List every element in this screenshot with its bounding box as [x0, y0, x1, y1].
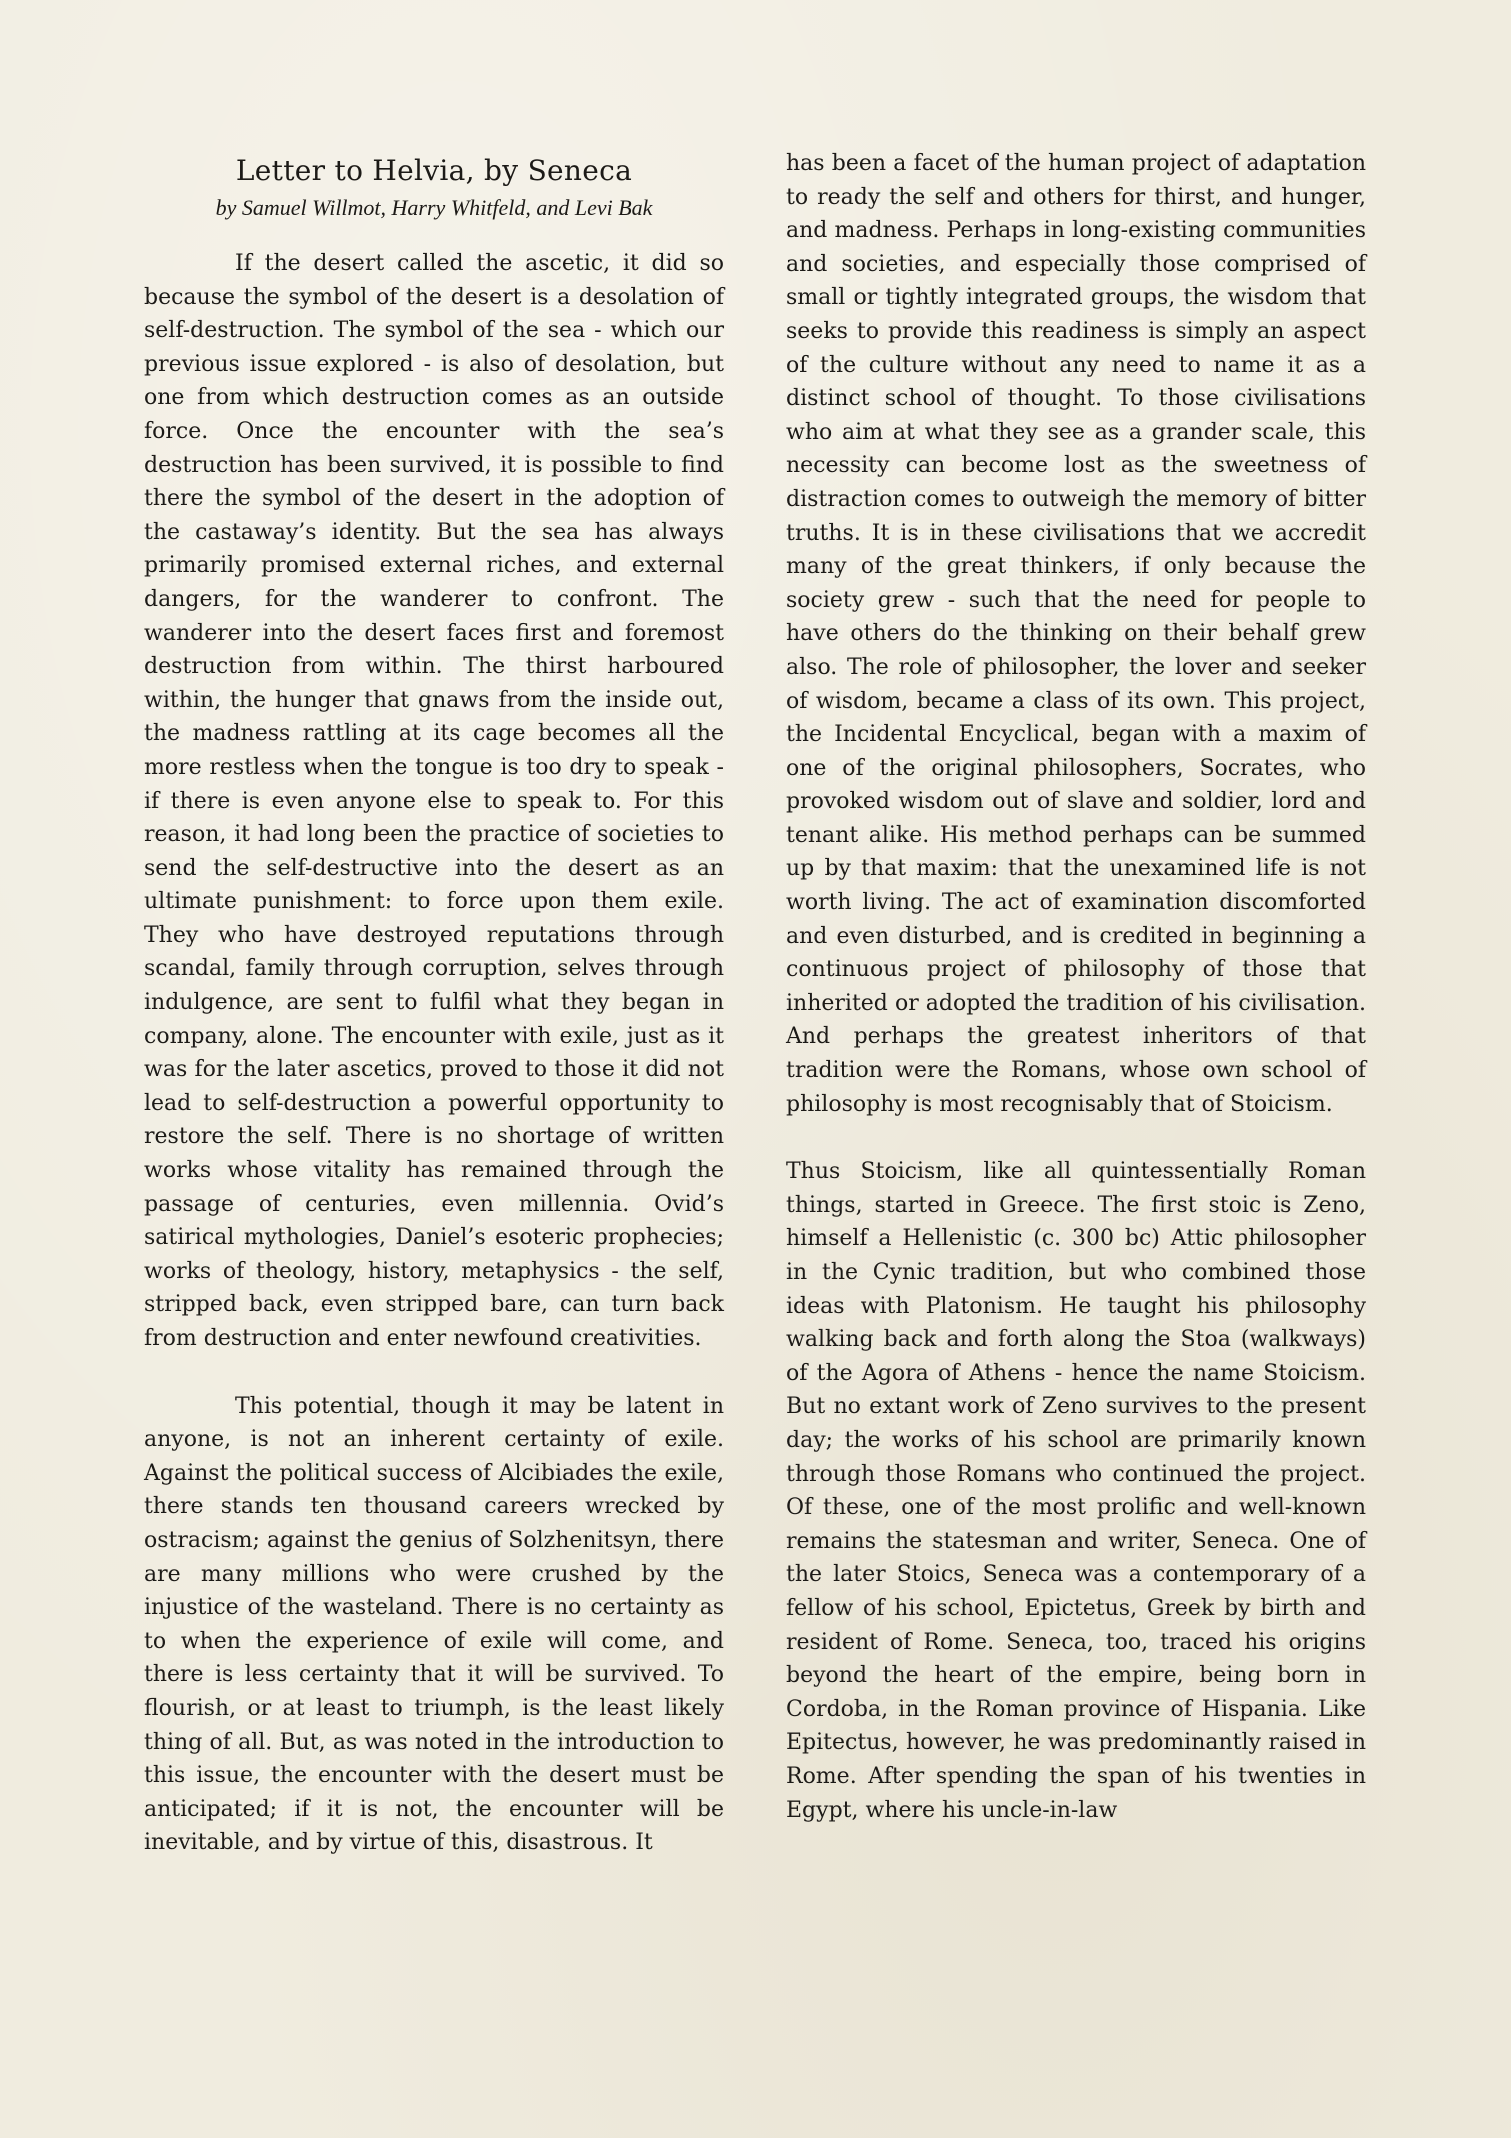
paragraph-stoicism-origins: Thus Stoicism, like all quintessentially Roman things, started in Greece. The first stoic is Zeno, himself a Hellenistic (c. 300 bc) Attic philosopher in the Cynic tradition, but who combined those ideas with Platonism. He taught his philosophy walking back and forth along the Stoa (walkways) of the Agora of Athens - hence the name Stoicism. But no extant work of Zeno survives to the present day; the works of his school are primarily known through those Romans who continued the project. Of these, one of the most prolific and well-known remains the statesman and writer, Seneca. One of the later Stoics, Seneca was a contemporary of a fellow of his school, Epictetus, Greek by birth and resident of Rome. Seneca, too, traced his origins beyond the heart of the empire, being born in Cordoba, in the Roman province of Hispania. Like Epitectus, however, he was predominantly raised in Rome. After spending the span of his twenties in Egypt, where his uncle-in-law: [786, 1159, 1366, 1823]
left-column: [144, 150, 724, 1860]
article-byline: by Samuel Willmot, Harry Whitfeld, and Levi Bak: [215, 195, 653, 220]
article-title: Letter to Helvia, by Seneca: [235, 154, 633, 187]
paragraph-philosophy-project: has been a facet of the human project of adaptation to ready the self and others for thirst, and hunger, and madness. Perhaps in long-existing communities and societies, and especially those comprised of small or tightly integrated groups, the wisdom that seeks to provide this readiness is simply an aspect of the culture without any need to name it as a distinct school of thought. To those civilisations who aim at what they see as a grander scale, this necessity can become lost as the sweetness of distraction comes to outweigh the memory of bitter truths. It is in these civilisations that we accredit many of the great thinkers, if only because the society grew - such that the need for people to have others do the thinking on their behalf grew also. The role of philosopher, the lover and seeker of wisdom, became a class of its own. This project, the Incidental Encyclical, began with a maxim of one of the original philosophers, Socrates, who provoked wisdom out of slave and soldier, lord and tenant alike. His method perhaps can be summed up by that maxim: that the unexamined life is not worth living. The act of examination discomforted and even disturbed, and is credited in beginning a continuous project of philosophy of those that inherited or adopted the tradition of his civilisation. And perhaps the greatest inheritors of that tradition were the Romans, whose own school of philosophy is most recognisably that of Stoicism.: [786, 151, 1366, 1117]
paragraph-desert-symbol: If the desert called the ascetic, it did so because the symbol of the desert is a desolation of self-destruction. The symbol of the sea - which our previous issue explored - is also of desolation, but one from which destruction comes as an outside force. Once the encounter with the sea’s destruction has been survived, it is possible to find there the symbol of the desert in the adoption of the castaway’s identity. But the sea has always primarily promised external riches, and external dangers, for the wanderer to confront. The wanderer into the desert faces first and foremost destruction from within. The thirst harboured within, the hunger that gnaws from the inside out, the madness rattling at its cage becomes all the more restless when the tongue is too dry to speak - if there is even anyone else to speak to. For this reason, it had long been the practice of societies to send the self-destructive into the desert as an ultimate punishment: to force upon them exile. They who have destroyed reputations through scandal, family through corruption, selves through indulgence, are sent to fulfil what they began in company, alone. The encounter with exile, just as it was for the later ascetics, proved to those it did not lead to self-destruction a powerful opportunity to restore the self. There is no shortage of written works whose vitality has remained through the passage of centuries, even millennia. Ovid’s satirical mythologies, Daniel’s esoteric prophecies; works of theology, history, metaphysics - the self, stripped back, even stripped bare, can turn back from destruction and enter newfound creativities.: [144, 251, 724, 1351]
paragraph-exile-potential: This potential, though it may be latent in anyone, is not an inherent certainty of exile. Against the political success of Alcibiades the exile, there stands ten thousand careers wrecked by ostracism; against the genius of Solzhenitsyn, there are many millions who were crushed by the injustice of the wasteland. There is no certainty as to when the experience of exile will come, and there is less certainty that it will be survived. To flourish, or at least to triumph, is the least likely thing of all. But, as was noted in the introduction to this issue, the encounter with the desert must be anticipated; if it is not, the encounter will be inevitable, and by virtue of this, disastrous. It: [144, 1393, 724, 1856]
right-column: [786, 147, 1366, 1827]
